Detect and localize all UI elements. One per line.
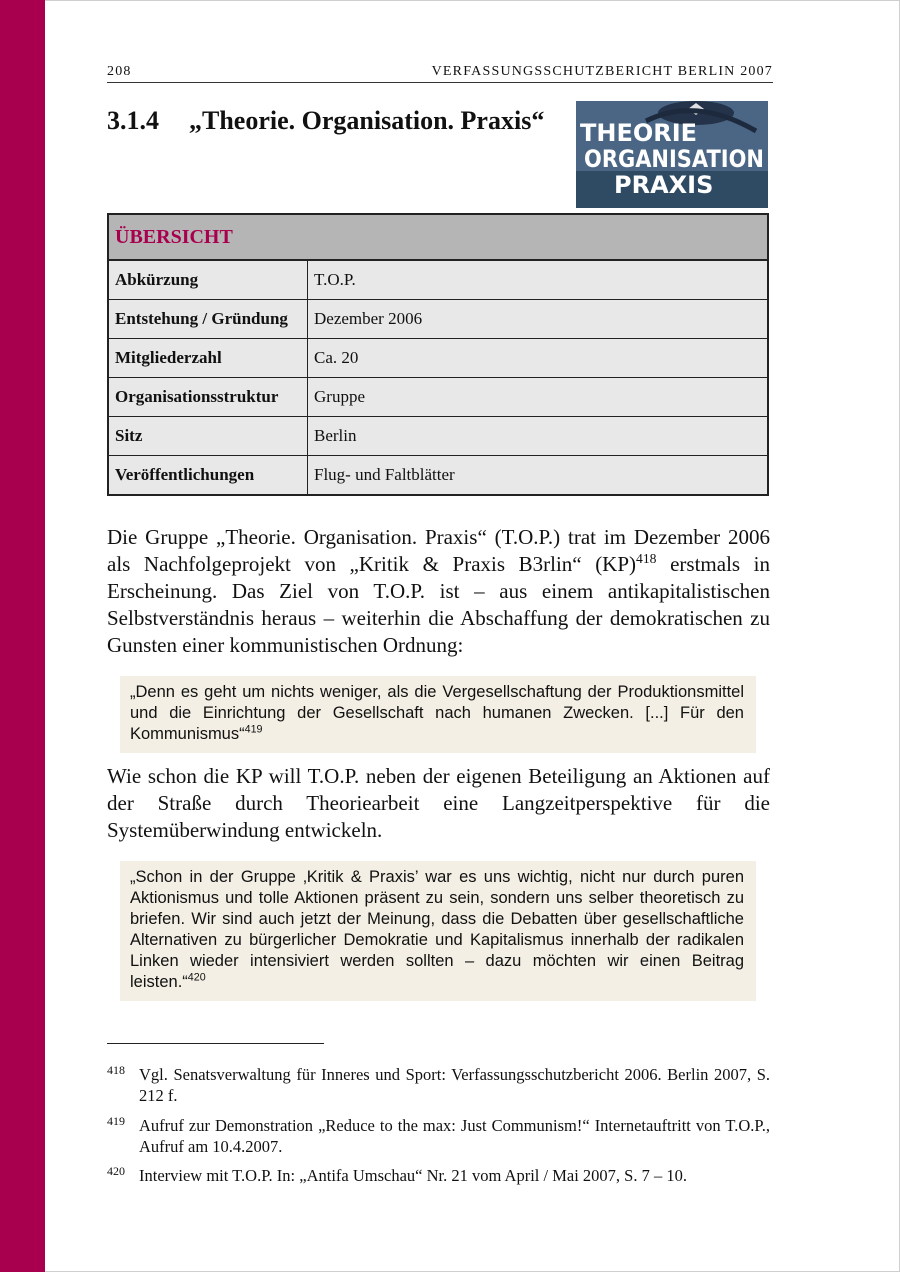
overview-header-row (108, 214, 768, 260)
row-value: Ca. 20 (308, 339, 769, 378)
section-heading (107, 106, 544, 136)
logo-line-2: ORGANISATION (584, 145, 764, 173)
footnote-419 (107, 1115, 770, 1157)
table-row (108, 300, 768, 339)
paragraph-intro-text-b: erstmals in Erscheinung. Das Ziel von T.O.P. ist – aus einem antikapitalistischen Selbstverständnis heraus – weiterhin die Abschaffung der demokratischen zu Gunsten einer kommunistischen Ordnung: (107, 552, 770, 657)
footnote-text: Vgl. Senatsverwaltung für Inneres und Sport: Verfassungsschutzbericht 2006. Berlin 2007, S. 212 f. (139, 1065, 770, 1105)
quote-box-2 (120, 861, 756, 1001)
footnote-number: 418 (107, 1063, 125, 1077)
page-number: 208 (107, 64, 132, 79)
quote-1-text: „Denn es geht um nichts weniger, als die Vergesellschaftung der Produktionsmittel und die Einrichtung der Gesellschaft nach humanen Zwecken. [...] Für den Kommunismus“ (130, 683, 744, 743)
table-row (108, 417, 768, 456)
footnote-ref-420[interactable]: 420 (187, 971, 206, 984)
logo-line-3: PRAXIS (614, 171, 714, 199)
section-number: 3.1.4 (107, 106, 159, 135)
paragraph-intro (107, 524, 770, 659)
row-label: Entstehung / Gründung (108, 300, 308, 339)
table-row (108, 456, 768, 496)
row-label: Mitgliederzahl (108, 339, 308, 378)
section-title: „Theorie. Organisation. Praxis“ (189, 106, 545, 135)
top-logo-image (576, 101, 768, 208)
row-label: Organisationsstruktur (108, 378, 308, 417)
footnote-number: 420 (107, 1164, 125, 1178)
row-label: Abkürzung (108, 260, 308, 300)
footnote-ref-419[interactable]: 419 (244, 723, 263, 736)
paragraph-intro-text-a: Die Gruppe „Theorie. Organisation. Praxis“ (T.O.P.) trat im Dezember 2006 als Nachfolgeprojekt von „Kritik & Praxis B3rlin“ (KP) (107, 525, 770, 576)
footnote-text: Aufruf zur Demonstration „Reduce to the max: Just Communism!“ Internetauftritt von T.O.P., Aufruf am 10.4.2007. (139, 1116, 770, 1156)
quote-2-text: „Schon in der Gruppe ‚Kritik & Praxis’ war es uns wichtig, nicht nur durch puren Aktionismus und tolle Aktionen präsent zu sein, sondern uns selber theoretisch zu briefen. Wir sind auch jetzt der Meinung, dass die Debatten über gesellschaftliche Alternativen zu bürgerlicher Demokratie und Kapitalismus innerhalb der radikalen Linken wieder intensiviert werden sollten – dazu möchten wir einen Beitrag leisten.“ (130, 868, 744, 991)
running-header (107, 63, 773, 83)
row-value: Gruppe (308, 378, 769, 417)
table-row (108, 378, 768, 417)
footnote-420 (107, 1165, 770, 1186)
row-value: T.O.P. (308, 260, 769, 300)
table-row (108, 260, 768, 300)
overview-heading: ÜBERSICHT (108, 214, 768, 260)
footnote-ref-418[interactable]: 418 (636, 551, 657, 566)
footnote-418 (107, 1064, 770, 1106)
logo-line-1: THEORIE (580, 119, 698, 147)
footnote-text: Interview mit T.O.P. In: „Antifa Umschau“ Nr. 21 vom April / Mai 2007, S. 7 – 10. (139, 1166, 687, 1185)
row-label: Sitz (108, 417, 308, 456)
table-row (108, 339, 768, 378)
quote-box-1 (120, 676, 756, 753)
paragraph-second: Wie schon die KP will T.O.P. neben der eigenen Beteiligung an Aktionen auf der Straße durch Theoriearbeit eine Langzeitperspektive für die Systemüberwindung entwickeln. (107, 764, 770, 842)
overview-table (107, 213, 769, 496)
row-value: Flug- und Faltblätter (308, 456, 769, 496)
footnote-divider (107, 1043, 324, 1044)
row-value: Dezember 2006 (308, 300, 769, 339)
footnote-number: 419 (107, 1114, 125, 1128)
side-color-bar (0, 0, 45, 1272)
row-label: Veröffentlichungen (108, 456, 308, 496)
header-title: VERFASSUNGSSCHUTZBERICHT BERLIN 2007 (431, 64, 773, 79)
row-value: Berlin (308, 417, 769, 456)
